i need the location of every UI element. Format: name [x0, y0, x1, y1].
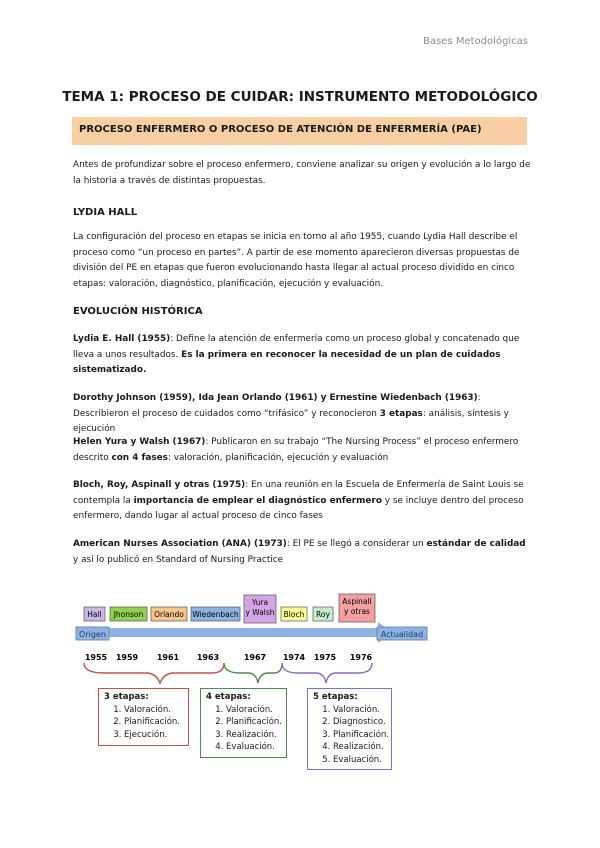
entry-hall-text: : Define la atención de enfermería como un proceso global y concatenado que lleva a unos resultados. [73, 334, 520, 360]
brace-5-etapas [282, 663, 372, 683]
entry-hall-highlight: Es la primera en reconocer la necesidad de un plan de cuidados sistematizado. [73, 349, 501, 375]
entry-johnson-highlight: 3 etapas [379, 408, 423, 419]
stage-5-item: 3. Planificación. [333, 729, 391, 742]
brace-3-etapas [84, 663, 224, 683]
timeline-diagram [0, 590, 600, 780]
stage-4-item: 2. Planificación. [226, 716, 286, 729]
stage-5-item: 2. Diagnostico. [333, 716, 391, 729]
name-aspinall: Aspinall y otras [342, 597, 372, 616]
lydia-hall-paragraph: La configuración del proceso en etapas se inicia en torno al año 1955, cuando Lydia Hall describe el proceso como “un proceso en partes”. A partir de ese momento aparecieron diversas propuestas de división del PE en etapas que fueron evolucionando hasta llegar al actual proceso dividido en cinco etapas: valoración, diagnóstico, planificación, ejecución y evaluación. [73, 232, 520, 289]
stage-4-title: 4 etapas: [206, 692, 251, 702]
intro-paragraph: Antes de profundizar sobre el proceso enfermero, conviene analizar su origen y evolución a lo largo de la historia a través de distintas propuestas. [73, 160, 531, 186]
entry-johnson-tail: : análisis, síntesis y ejecución [73, 408, 509, 434]
heading-lydia-hall: LYDIA HALL [73, 207, 138, 218]
stage-4-item: 1. Valoración. [226, 704, 286, 717]
entry-ana-highlight: estándar de calidad [426, 539, 526, 549]
entry-hall [73, 332, 533, 379]
year-1961: 1961 [156, 653, 180, 662]
entry-yura-text: : Publicaron en su trabajo “The Nursing Process” el proceso enfermero descrito [73, 437, 519, 463]
entry-ana-text: : El PE se llegó a considerar un [286, 539, 427, 549]
entry-bloch-text: : En una reunión en la Escuela de Enfermería de Saint Louis se contempla la [73, 480, 524, 506]
entry-bloch-tail: y se incluye dentro del proceso enfermero, dando lugar al actual proceso de cinco fases [73, 495, 524, 521]
stage-4-item: 4. Evaluación. [226, 741, 286, 754]
year-1976: 1976 [349, 653, 373, 662]
origin-label: Origen [79, 630, 106, 639]
year-1974: 1974 [282, 653, 306, 662]
stage-box-4-etapas [200, 688, 287, 758]
stage-4-item: 3. Realización. [226, 729, 286, 742]
name-orlando: Orlando [154, 610, 184, 619]
section-banner [72, 117, 527, 145]
entry-bloch [73, 478, 533, 525]
brace-4-etapas [224, 663, 282, 683]
year-1955: 1955 [84, 653, 108, 662]
stage-5-item: 4. Realización. [333, 741, 391, 754]
stage-3-title: 3 etapas: [104, 692, 149, 702]
entry-bloch-highlight: importancia de emplear el diagnóstico enfermero [133, 495, 382, 506]
entry-yura-highlight: con 4 fases [111, 452, 168, 463]
name-wiedenbach: Wiedenbach [192, 610, 239, 619]
name-jhonson: Jhonson [113, 610, 144, 619]
name-hall: Hall [87, 610, 102, 619]
page-title: TEMA 1: PROCESO DE CUIDAR: INSTRUMENTO METODOLÓGICO [62, 89, 538, 105]
present-label: Actualidad [380, 630, 424, 639]
banner-text: PROCESO ENFERMERO O PROCESO DE ATENCIÓN DE ENFERMERÍA (PAE) [79, 124, 482, 135]
entry-ana-name: American Nurses Association (ANA) (1973) [73, 539, 287, 549]
entry-yura-name: Helen Yura y Walsh (1967) [73, 437, 206, 447]
entry-yura [73, 435, 533, 466]
stage-3-item: 2. Planificación. [124, 716, 188, 729]
year-1975: 1975 [313, 653, 337, 662]
entry-ana [73, 537, 533, 568]
heading-evolucion: EVOLUCIÓN HISTÓRICA [73, 306, 203, 317]
name-yura-walsh: Yura y Walsh [245, 598, 275, 617]
year-1967: 1967 [243, 653, 267, 662]
entry-johnson-name: Dorothy Johnson (1959), Ida Jean Orlando (1961) y Ernestine Wiedenbach (1963) [73, 393, 478, 403]
stage-3-item: 3. Ejecución. [124, 729, 188, 742]
entry-johnson-text: : Describieron el proceso de cuidados como “trifásico” y reconocieron [73, 393, 481, 419]
year-1959: 1959 [115, 653, 139, 662]
name-roy: Roy [316, 610, 330, 619]
entry-bloch-name: Bloch, Roy, Aspinall y otras (1975) [73, 480, 246, 490]
entry-hall-name: Lydia E. Hall (1955) [73, 334, 171, 344]
entry-ana-tail: y así lo publicó en Standard of Nursing Practice [73, 554, 284, 565]
stage-5-item: 5. Evaluación. [333, 754, 391, 767]
stage-5-item: 1. Valoración. [333, 704, 391, 717]
running-header: Bases Metodológicas [423, 36, 528, 47]
stage-3-item: 1. Valoración. [124, 704, 188, 717]
name-bloch: Bloch [283, 610, 305, 619]
stage-5-title: 5 etapas: [313, 692, 358, 702]
entry-yura-tail: : valoración, planificación, ejecución y evaluación [167, 452, 389, 463]
entry-johnson [73, 391, 533, 438]
timeline-arrow-bar [78, 628, 378, 637]
year-1963: 1963 [196, 653, 220, 662]
stage-box-5-etapas [307, 688, 392, 770]
stage-box-3-etapas [98, 688, 189, 746]
